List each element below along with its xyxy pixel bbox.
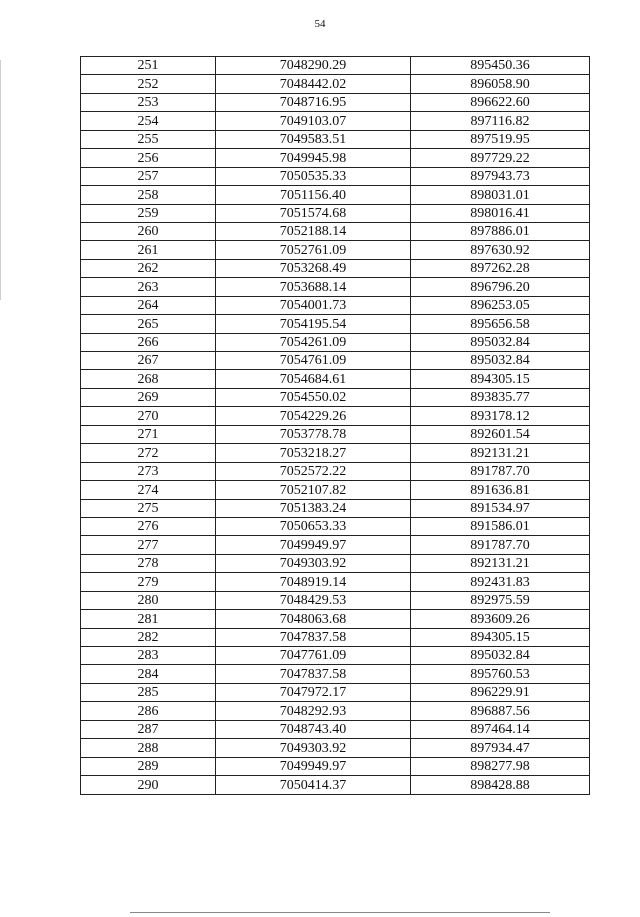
y-coordinate-cell: 898031.01 (411, 186, 590, 204)
point-number-cell: 262 (81, 259, 216, 277)
x-coordinate-cell: 7051383.24 (216, 499, 411, 517)
y-coordinate-cell: 895032.84 (411, 333, 590, 351)
y-coordinate-cell: 898277.98 (411, 757, 590, 775)
y-coordinate-cell: 897943.73 (411, 167, 590, 185)
point-number-cell: 289 (81, 757, 216, 775)
y-coordinate-cell: 897116.82 (411, 112, 590, 130)
table-row (81, 315, 590, 333)
table-row (81, 167, 590, 185)
y-coordinate-cell: 896796.20 (411, 278, 590, 296)
point-number-cell: 281 (81, 610, 216, 628)
point-number-cell: 276 (81, 517, 216, 535)
table-body (81, 57, 590, 795)
point-number-cell: 275 (81, 499, 216, 517)
y-coordinate-cell: 897464.14 (411, 720, 590, 738)
point-number-cell: 277 (81, 536, 216, 554)
table-row (81, 407, 590, 425)
point-number-cell: 284 (81, 665, 216, 683)
table-row (81, 296, 590, 314)
point-number-cell: 287 (81, 720, 216, 738)
x-coordinate-cell: 7054001.73 (216, 296, 411, 314)
point-number-cell: 290 (81, 776, 216, 794)
coordinates-table (80, 56, 590, 795)
x-coordinate-cell: 7047972.17 (216, 683, 411, 701)
x-coordinate-cell: 7048290.29 (216, 57, 411, 75)
table-row (81, 75, 590, 93)
y-coordinate-cell: 894305.15 (411, 370, 590, 388)
page-number: 54 (314, 18, 326, 30)
x-coordinate-cell: 7048919.14 (216, 573, 411, 591)
y-coordinate-cell: 896058.90 (411, 75, 590, 93)
x-coordinate-cell: 7052572.22 (216, 462, 411, 480)
table-row (81, 517, 590, 535)
point-number-cell: 279 (81, 573, 216, 591)
y-coordinate-cell: 891787.70 (411, 536, 590, 554)
y-coordinate-cell: 897934.47 (411, 739, 590, 757)
table-row (81, 278, 590, 296)
point-number-cell: 267 (81, 352, 216, 370)
table-row (81, 352, 590, 370)
point-number-cell: 283 (81, 647, 216, 665)
table-row (81, 591, 590, 609)
x-coordinate-cell: 7049949.97 (216, 757, 411, 775)
point-number-cell: 251 (81, 57, 216, 75)
x-coordinate-cell: 7050414.37 (216, 776, 411, 794)
table-row (81, 370, 590, 388)
x-coordinate-cell: 7050653.33 (216, 517, 411, 535)
table-row (81, 57, 590, 75)
y-coordinate-cell: 892431.83 (411, 573, 590, 591)
point-number-cell: 278 (81, 554, 216, 572)
y-coordinate-cell: 895032.84 (411, 352, 590, 370)
x-coordinate-cell: 7054761.09 (216, 352, 411, 370)
table-row (81, 499, 590, 517)
point-number-cell: 274 (81, 481, 216, 499)
point-number-cell: 272 (81, 444, 216, 462)
x-coordinate-cell: 7052761.09 (216, 241, 411, 259)
point-number-cell: 257 (81, 167, 216, 185)
table-row (81, 554, 590, 572)
x-coordinate-cell: 7048743.40 (216, 720, 411, 738)
y-coordinate-cell: 891636.81 (411, 481, 590, 499)
y-coordinate-cell: 895450.36 (411, 57, 590, 75)
point-number-cell: 266 (81, 333, 216, 351)
x-coordinate-cell: 7054550.02 (216, 388, 411, 406)
table-row (81, 683, 590, 701)
y-coordinate-cell: 896253.05 (411, 296, 590, 314)
table-row (81, 130, 590, 148)
x-coordinate-cell: 7051574.68 (216, 204, 411, 222)
x-coordinate-cell: 7050535.33 (216, 167, 411, 185)
y-coordinate-cell: 896622.60 (411, 93, 590, 111)
x-coordinate-cell: 7048063.68 (216, 610, 411, 628)
table-row (81, 610, 590, 628)
y-coordinate-cell: 892131.21 (411, 554, 590, 572)
y-coordinate-cell: 898428.88 (411, 776, 590, 794)
point-number-cell: 252 (81, 75, 216, 93)
table-row (81, 739, 590, 757)
x-coordinate-cell: 7054261.09 (216, 333, 411, 351)
x-coordinate-cell: 7049103.07 (216, 112, 411, 130)
table-row (81, 241, 590, 259)
x-coordinate-cell: 7048716.95 (216, 93, 411, 111)
table-row (81, 149, 590, 167)
x-coordinate-cell: 7053778.78 (216, 425, 411, 443)
table-row (81, 481, 590, 499)
x-coordinate-cell: 7047837.58 (216, 665, 411, 683)
point-number-cell: 259 (81, 204, 216, 222)
y-coordinate-cell: 896229.91 (411, 683, 590, 701)
point-number-cell: 288 (81, 739, 216, 757)
table-row (81, 444, 590, 462)
x-coordinate-cell: 7049583.51 (216, 130, 411, 148)
table-row (81, 93, 590, 111)
y-coordinate-cell: 892601.54 (411, 425, 590, 443)
point-number-cell: 256 (81, 149, 216, 167)
x-coordinate-cell: 7054684.61 (216, 370, 411, 388)
point-number-cell: 282 (81, 628, 216, 646)
y-coordinate-cell: 892975.59 (411, 591, 590, 609)
x-coordinate-cell: 7051156.40 (216, 186, 411, 204)
y-coordinate-cell: 893609.26 (411, 610, 590, 628)
y-coordinate-cell: 896887.56 (411, 702, 590, 720)
x-coordinate-cell: 7048442.02 (216, 75, 411, 93)
x-coordinate-cell: 7054229.26 (216, 407, 411, 425)
x-coordinate-cell: 7049949.97 (216, 536, 411, 554)
point-number-cell: 264 (81, 296, 216, 314)
table-row (81, 204, 590, 222)
table-row (81, 702, 590, 720)
y-coordinate-cell: 891787.70 (411, 462, 590, 480)
y-coordinate-cell: 893178.12 (411, 407, 590, 425)
x-coordinate-cell: 7049945.98 (216, 149, 411, 167)
x-coordinate-cell: 7052107.82 (216, 481, 411, 499)
table-row (81, 222, 590, 240)
x-coordinate-cell: 7049303.92 (216, 739, 411, 757)
x-coordinate-cell: 7053268.49 (216, 259, 411, 277)
x-coordinate-cell: 7053218.27 (216, 444, 411, 462)
scan-edge-line (0, 60, 1, 300)
y-coordinate-cell: 895032.84 (411, 647, 590, 665)
x-coordinate-cell: 7047761.09 (216, 647, 411, 665)
x-coordinate-cell: 7048429.53 (216, 591, 411, 609)
x-coordinate-cell: 7047837.58 (216, 628, 411, 646)
y-coordinate-cell: 892131.21 (411, 444, 590, 462)
point-number-cell: 285 (81, 683, 216, 701)
table-row (81, 665, 590, 683)
y-coordinate-cell: 891534.97 (411, 499, 590, 517)
point-number-cell: 254 (81, 112, 216, 130)
y-coordinate-cell: 897519.95 (411, 130, 590, 148)
table-row (81, 720, 590, 738)
point-number-cell: 269 (81, 388, 216, 406)
y-coordinate-cell: 898016.41 (411, 204, 590, 222)
table-row (81, 757, 590, 775)
point-number-cell: 273 (81, 462, 216, 480)
point-number-cell: 286 (81, 702, 216, 720)
point-number-cell: 261 (81, 241, 216, 259)
x-coordinate-cell: 7048292.93 (216, 702, 411, 720)
point-number-cell: 253 (81, 93, 216, 111)
point-number-cell: 263 (81, 278, 216, 296)
x-coordinate-cell: 7049303.92 (216, 554, 411, 572)
bottom-rule (130, 912, 550, 913)
table-row (81, 388, 590, 406)
y-coordinate-cell: 893835.77 (411, 388, 590, 406)
point-number-cell: 258 (81, 186, 216, 204)
table-row (81, 333, 590, 351)
point-number-cell: 280 (81, 591, 216, 609)
table-row (81, 425, 590, 443)
y-coordinate-cell: 891586.01 (411, 517, 590, 535)
table-row (81, 259, 590, 277)
point-number-cell: 255 (81, 130, 216, 148)
point-number-cell: 270 (81, 407, 216, 425)
y-coordinate-cell: 897729.22 (411, 149, 590, 167)
point-number-cell: 265 (81, 315, 216, 333)
point-number-cell: 260 (81, 222, 216, 240)
x-coordinate-cell: 7052188.14 (216, 222, 411, 240)
table-row (81, 628, 590, 646)
table-row (81, 112, 590, 130)
table-row (81, 536, 590, 554)
table-row (81, 647, 590, 665)
x-coordinate-cell: 7053688.14 (216, 278, 411, 296)
table-row (81, 776, 590, 794)
table-row (81, 462, 590, 480)
y-coordinate-cell: 897886.01 (411, 222, 590, 240)
y-coordinate-cell: 895656.58 (411, 315, 590, 333)
x-coordinate-cell: 7054195.54 (216, 315, 411, 333)
y-coordinate-cell: 897262.28 (411, 259, 590, 277)
point-number-cell: 271 (81, 425, 216, 443)
table-row (81, 186, 590, 204)
table-row (81, 573, 590, 591)
y-coordinate-cell: 895760.53 (411, 665, 590, 683)
y-coordinate-cell: 897630.92 (411, 241, 590, 259)
y-coordinate-cell: 894305.15 (411, 628, 590, 646)
point-number-cell: 268 (81, 370, 216, 388)
